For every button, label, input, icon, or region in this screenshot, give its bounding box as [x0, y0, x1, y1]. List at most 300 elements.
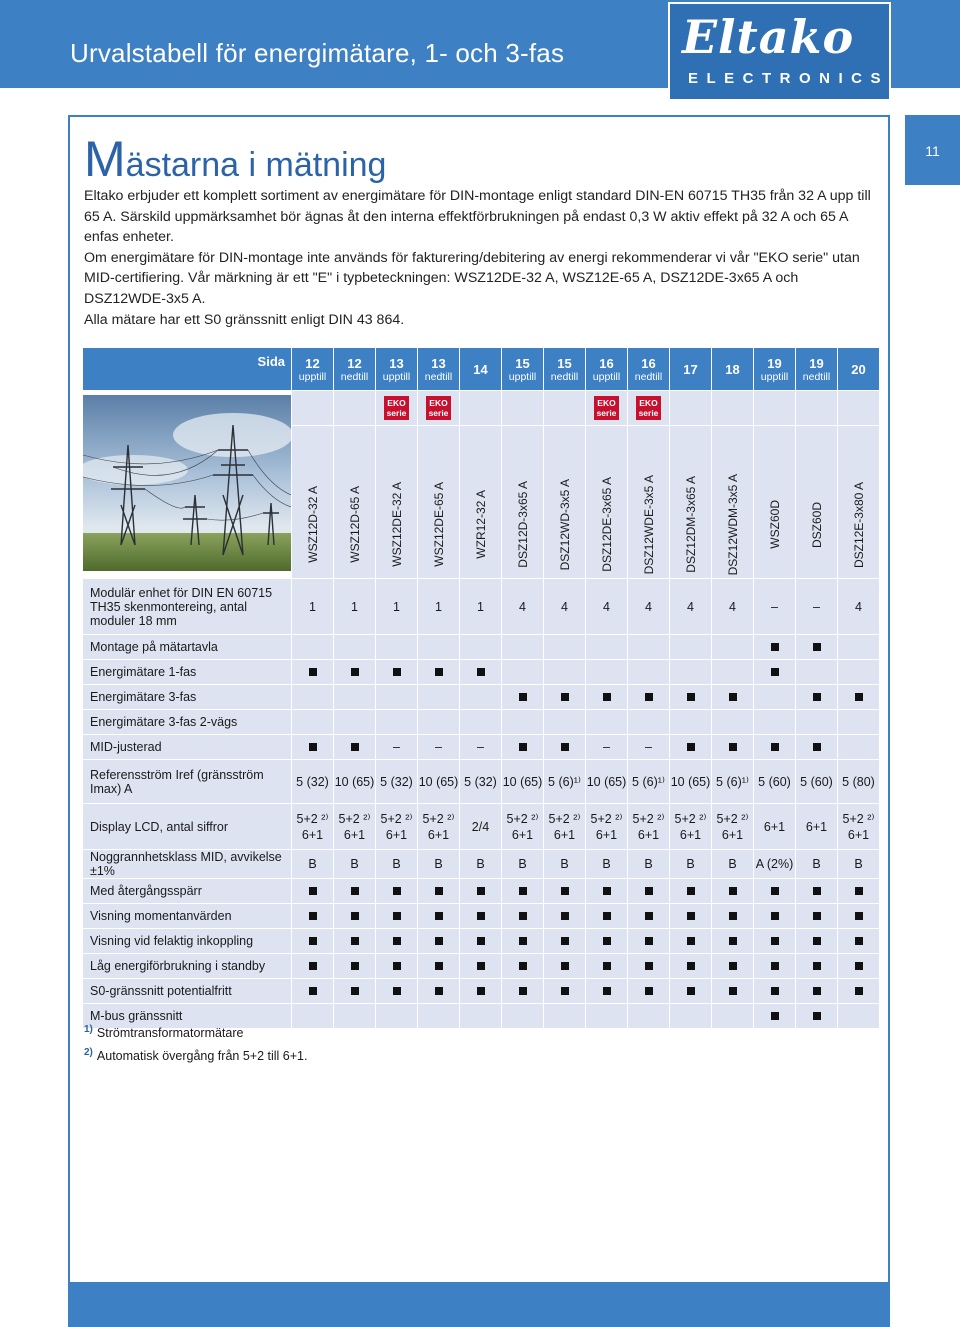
product-type-label: DSZ12WDM-3x5 A — [725, 474, 740, 576]
page-ref-header — [460, 348, 502, 391]
filled-square-icon — [603, 937, 611, 945]
value-cell — [712, 1004, 754, 1029]
filled-square-icon — [393, 912, 401, 920]
table-row — [83, 850, 880, 879]
value-cell: 1 — [292, 579, 334, 635]
value-cell: 4 — [586, 579, 628, 635]
filled-square-icon — [351, 912, 359, 920]
feature-yes-cell — [376, 929, 418, 954]
value-cell — [838, 1004, 880, 1029]
value-cell: 10 (65) — [334, 760, 376, 804]
footnotes — [84, 1020, 307, 1066]
table-row — [83, 804, 880, 850]
filled-square-icon — [603, 962, 611, 970]
feature-yes-cell — [376, 979, 418, 1004]
value-cell: 6+1 — [796, 804, 838, 850]
filled-square-icon — [813, 887, 821, 895]
feature-yes-cell — [586, 685, 628, 710]
value-cell: 5 (80) — [838, 760, 880, 804]
product-type-label: DSZ12D-3x65 A — [515, 481, 530, 569]
feature-yes-cell — [502, 929, 544, 954]
feature-yes-cell — [460, 660, 502, 685]
filled-square-icon — [645, 693, 653, 701]
filled-square-icon — [813, 693, 821, 701]
filled-square-icon — [519, 887, 527, 895]
page-ref-header — [712, 348, 754, 391]
feature-yes-cell — [796, 735, 838, 760]
filled-square-icon — [729, 693, 737, 701]
value-cell: 5 (32) — [292, 760, 334, 804]
value-cell: – — [418, 735, 460, 760]
filled-square-icon — [351, 962, 359, 970]
value-cell: 5 (6)¹⁾ — [544, 760, 586, 804]
type-header — [418, 426, 460, 579]
filled-square-icon — [309, 962, 317, 970]
type-header — [586, 426, 628, 579]
feature-yes-cell — [796, 1004, 838, 1029]
feature-yes-cell — [292, 904, 334, 929]
value-cell — [628, 635, 670, 660]
type-header — [544, 426, 586, 579]
sida-label: Sida — [83, 348, 292, 391]
value-cell — [712, 710, 754, 735]
filled-square-icon — [477, 887, 485, 895]
power-lines-image — [83, 395, 291, 571]
eko-series-badge: EKO serie — [636, 396, 662, 420]
feature-yes-cell — [754, 660, 796, 685]
feature-yes-cell — [334, 660, 376, 685]
table-row — [83, 929, 880, 954]
value-cell: 2/4 — [460, 804, 502, 850]
row-label: Noggrannhetsklass MID, avvikelse ±1% — [83, 850, 292, 879]
value-cell: 5 (6)¹⁾ — [628, 760, 670, 804]
row-label: Visning momentanvärden — [83, 904, 292, 929]
value-cell — [628, 710, 670, 735]
value-cell — [628, 1004, 670, 1029]
filled-square-icon — [561, 693, 569, 701]
filled-square-icon — [813, 1012, 821, 1020]
filled-square-icon — [309, 912, 317, 920]
value-cell: B — [376, 850, 418, 879]
filled-square-icon — [771, 887, 779, 895]
feature-yes-cell — [838, 904, 880, 929]
feature-yes-cell — [586, 929, 628, 954]
eko-cell — [586, 391, 628, 426]
filled-square-icon — [477, 937, 485, 945]
feature-yes-cell — [670, 929, 712, 954]
value-cell: 5+2 ²⁾ 6+1 — [628, 804, 670, 850]
filled-square-icon — [813, 743, 821, 751]
product-type-label: WSZ60D — [767, 500, 782, 550]
page-ref-number: 12 — [305, 355, 320, 371]
filled-square-icon — [729, 743, 737, 751]
eko-cell — [628, 391, 670, 426]
filled-square-icon — [435, 912, 443, 920]
filled-square-icon — [393, 668, 401, 676]
filled-square-icon — [645, 962, 653, 970]
feature-yes-cell — [838, 954, 880, 979]
value-cell — [670, 660, 712, 685]
page-ref-header — [754, 348, 796, 391]
filled-square-icon — [603, 987, 611, 995]
feature-yes-cell — [586, 979, 628, 1004]
page-tab — [905, 115, 960, 185]
feature-yes-cell — [544, 904, 586, 929]
value-cell: – — [376, 735, 418, 760]
value-cell — [334, 710, 376, 735]
feature-yes-cell — [544, 979, 586, 1004]
filled-square-icon — [519, 743, 527, 751]
feature-yes-cell — [460, 979, 502, 1004]
page-ref-number: 18 — [725, 361, 740, 377]
type-header — [628, 426, 670, 579]
page-ref-position: upptill — [298, 370, 327, 383]
value-cell — [586, 660, 628, 685]
type-header — [712, 426, 754, 579]
value-cell — [712, 660, 754, 685]
filled-square-icon — [813, 643, 821, 651]
filled-square-icon — [687, 743, 695, 751]
value-cell: 5+2 ²⁾ 6+1 — [418, 804, 460, 850]
value-cell — [502, 710, 544, 735]
page-ref-number: 16 — [641, 355, 656, 371]
filled-square-icon — [351, 668, 359, 676]
product-type-label: DSZ12DM-3x65 A — [683, 476, 698, 574]
feature-yes-cell — [460, 879, 502, 904]
feature-yes-cell — [670, 735, 712, 760]
filled-square-icon — [729, 912, 737, 920]
eko-cell — [712, 391, 754, 426]
value-cell — [418, 685, 460, 710]
value-cell — [418, 635, 460, 660]
filled-square-icon — [729, 887, 737, 895]
filled-square-icon — [309, 887, 317, 895]
value-cell: 1 — [418, 579, 460, 635]
feature-yes-cell — [670, 904, 712, 929]
feature-yes-cell — [502, 954, 544, 979]
value-cell — [628, 660, 670, 685]
intro-paragraph: Om energimätare för DIN-montage inte används för fakturering/debitering av energi rekommenderar vi vår "EKO serie" utan MID-certifiering. Vår märkning är ett "E" i typbeteckningen: WSZ12DE-32 A, WSZ12E-65 A, DSZ12DE-3x65 A och DSZ12WDE-3x5 A. — [84, 249, 860, 307]
filled-square-icon — [729, 937, 737, 945]
filled-square-icon — [771, 643, 779, 651]
footnote-2 — [84, 1043, 307, 1066]
feature-yes-cell — [838, 929, 880, 954]
value-cell — [418, 1004, 460, 1029]
filled-square-icon — [645, 912, 653, 920]
table-row — [83, 904, 880, 929]
row-label: Referensström Iref (gränsström Imax) A — [83, 760, 292, 804]
page-ref-header — [502, 348, 544, 391]
feature-yes-cell — [712, 979, 754, 1004]
feature-yes-cell — [670, 685, 712, 710]
value-cell: – — [754, 579, 796, 635]
filled-square-icon — [519, 912, 527, 920]
feature-yes-cell — [628, 904, 670, 929]
value-cell: 10 (65) — [670, 760, 712, 804]
value-cell — [754, 685, 796, 710]
product-type-label: DSZ12E-3x80 A — [851, 481, 866, 568]
value-cell: 4 — [670, 579, 712, 635]
value-cell: 5 (60) — [754, 760, 796, 804]
value-cell: 5+2 ²⁾ 6+1 — [586, 804, 628, 850]
feature-yes-cell — [754, 1004, 796, 1029]
feature-yes-cell — [712, 685, 754, 710]
value-cell: B — [292, 850, 334, 879]
filled-square-icon — [813, 962, 821, 970]
page-ref-header — [628, 348, 670, 391]
feature-yes-cell — [334, 735, 376, 760]
table-row — [83, 954, 880, 979]
row-label: Energimätare 1-fas — [83, 660, 292, 685]
filled-square-icon — [813, 987, 821, 995]
row-label: S0-gränssnitt potentialfritt — [83, 979, 292, 1004]
feature-yes-cell — [796, 635, 838, 660]
page-ref-position: nedtill — [550, 370, 579, 383]
filled-square-icon — [771, 912, 779, 920]
value-cell — [838, 735, 880, 760]
feature-yes-cell — [754, 929, 796, 954]
feature-yes-cell — [544, 954, 586, 979]
feature-yes-cell — [292, 735, 334, 760]
value-cell — [670, 710, 712, 735]
filled-square-icon — [561, 987, 569, 995]
value-cell — [586, 1004, 628, 1029]
value-cell — [292, 635, 334, 660]
eko-cell — [754, 391, 796, 426]
value-cell — [838, 635, 880, 660]
value-cell: 5+2 ²⁾ 6+1 — [292, 804, 334, 850]
feature-yes-cell — [628, 929, 670, 954]
feature-yes-cell — [460, 929, 502, 954]
row-label: Låg energiförbrukning i standby — [83, 954, 292, 979]
bottom-bar — [70, 1282, 888, 1327]
feature-yes-cell — [544, 929, 586, 954]
value-cell — [544, 660, 586, 685]
filled-square-icon — [519, 962, 527, 970]
feature-yes-cell — [418, 929, 460, 954]
intro-paragraph: Alla mätare har ett S0 gränssnitt enligt DIN 43 864. — [84, 311, 405, 328]
filled-square-icon — [477, 987, 485, 995]
filled-square-icon — [309, 987, 317, 995]
value-cell: – — [628, 735, 670, 760]
value-cell: B — [586, 850, 628, 879]
feature-yes-cell — [502, 904, 544, 929]
value-cell: – — [460, 735, 502, 760]
page-ref-number: 13 — [389, 355, 404, 371]
value-cell — [838, 710, 880, 735]
page-number: 11 — [925, 143, 940, 159]
feature-yes-cell — [502, 979, 544, 1004]
feature-yes-cell — [628, 954, 670, 979]
page-ref-header — [376, 348, 418, 391]
feature-yes-cell — [418, 979, 460, 1004]
feature-yes-cell — [586, 879, 628, 904]
feature-yes-cell — [460, 954, 502, 979]
product-type-label: WZR12-32 A — [473, 490, 488, 560]
feature-yes-cell — [502, 879, 544, 904]
page-ref-number: 20 — [851, 361, 866, 377]
value-cell: 4 — [502, 579, 544, 635]
filled-square-icon — [855, 887, 863, 895]
eko-cell — [376, 391, 418, 426]
selection-table — [82, 347, 880, 1029]
eko-cell — [670, 391, 712, 426]
value-cell: B — [460, 850, 502, 879]
table-row — [83, 660, 880, 685]
table-row — [83, 710, 880, 735]
value-cell — [334, 1004, 376, 1029]
filled-square-icon — [309, 937, 317, 945]
page-ref-header — [796, 348, 838, 391]
filled-square-icon — [603, 912, 611, 920]
type-header — [754, 426, 796, 579]
type-header — [796, 426, 838, 579]
row-label: Energimätare 3-fas — [83, 685, 292, 710]
page-ref-position: upptill — [382, 370, 411, 383]
eltako-logo — [668, 2, 891, 101]
page-ref-position: nedtill — [424, 370, 453, 383]
feature-yes-cell — [628, 879, 670, 904]
feature-yes-cell — [460, 904, 502, 929]
feature-yes-cell — [334, 979, 376, 1004]
page-ref-number: 14 — [473, 361, 488, 377]
filled-square-icon — [603, 693, 611, 701]
type-header — [670, 426, 712, 579]
feature-yes-cell — [754, 954, 796, 979]
feature-yes-cell — [670, 954, 712, 979]
type-header — [292, 426, 334, 579]
value-cell — [838, 660, 880, 685]
value-cell — [502, 1004, 544, 1029]
page-ref-header — [418, 348, 460, 391]
feature-yes-cell — [292, 954, 334, 979]
type-header — [838, 426, 880, 579]
row-label: Modulär enhet för DIN EN 60715 TH35 skenmontereing, antal moduler 18 mm — [83, 579, 292, 635]
page-ref-number: 15 — [515, 355, 530, 371]
value-cell: 4 — [838, 579, 880, 635]
row-label: Med återgångsspärr — [83, 879, 292, 904]
section-heading: Mästarna i mätning — [84, 131, 387, 187]
value-cell: B — [418, 850, 460, 879]
product-type-label: DSZ60D — [809, 501, 824, 548]
eko-cell — [418, 391, 460, 426]
value-cell — [376, 1004, 418, 1029]
page-ref-header — [334, 348, 376, 391]
filled-square-icon — [351, 743, 359, 751]
feature-yes-cell — [586, 954, 628, 979]
feature-yes-cell — [418, 660, 460, 685]
product-type-label: WSZ12D-65 A — [347, 486, 362, 564]
page-ref-position: upptill — [592, 370, 621, 383]
value-cell — [544, 710, 586, 735]
feature-yes-cell — [334, 929, 376, 954]
table-row — [83, 879, 880, 904]
value-cell — [334, 685, 376, 710]
value-cell — [460, 1004, 502, 1029]
filled-square-icon — [687, 937, 695, 945]
feature-yes-cell — [712, 904, 754, 929]
filled-square-icon — [729, 962, 737, 970]
feature-yes-cell — [292, 879, 334, 904]
page-ref-position: upptill — [508, 370, 537, 383]
value-cell: 5+2 ²⁾ 6+1 — [376, 804, 418, 850]
feature-yes-cell — [712, 929, 754, 954]
filled-square-icon — [687, 912, 695, 920]
eko-cell — [334, 391, 376, 426]
filled-square-icon — [561, 912, 569, 920]
value-cell — [376, 685, 418, 710]
feature-yes-cell — [376, 954, 418, 979]
filled-square-icon — [393, 937, 401, 945]
feature-yes-cell — [418, 954, 460, 979]
type-header — [334, 426, 376, 579]
filled-square-icon — [435, 962, 443, 970]
page-ref-number: 19 — [809, 355, 824, 371]
value-cell — [712, 635, 754, 660]
value-cell: A (2%) — [754, 850, 796, 879]
table-row — [83, 685, 880, 710]
feature-yes-cell — [796, 979, 838, 1004]
filled-square-icon — [435, 887, 443, 895]
filled-square-icon — [351, 937, 359, 945]
filled-square-icon — [309, 668, 317, 676]
feature-yes-cell — [754, 879, 796, 904]
intro-text — [84, 186, 874, 330]
value-cell: 4 — [628, 579, 670, 635]
feature-yes-cell — [418, 879, 460, 904]
feature-yes-cell — [544, 685, 586, 710]
filled-square-icon — [309, 743, 317, 751]
filled-square-icon — [687, 693, 695, 701]
feature-yes-cell — [754, 635, 796, 660]
footnote-mark: 1) — [84, 1024, 93, 1035]
table-row — [83, 635, 880, 660]
filled-square-icon — [729, 987, 737, 995]
value-cell: B — [838, 850, 880, 879]
value-cell: 5+2 ²⁾ 6+1 — [670, 804, 712, 850]
product-type-label: DSZ12WDE-3x5 A — [641, 474, 656, 575]
value-cell: B — [502, 850, 544, 879]
value-cell: 10 (65) — [502, 760, 544, 804]
page-ref-position: upptill — [760, 370, 789, 383]
value-cell — [586, 710, 628, 735]
page-ref-position: nedtill — [634, 370, 663, 383]
eko-cell — [838, 391, 880, 426]
feature-yes-cell — [376, 660, 418, 685]
footnote-text: Strömtransformatormätare — [96, 1026, 244, 1041]
value-cell — [376, 710, 418, 735]
table-row — [83, 760, 880, 804]
filled-square-icon — [813, 937, 821, 945]
product-type-label: WSZ12DE-65 A — [431, 482, 446, 568]
filled-square-icon — [687, 887, 695, 895]
feature-yes-cell — [292, 660, 334, 685]
value-cell: 1 — [334, 579, 376, 635]
filled-square-icon — [519, 937, 527, 945]
row-label: M-bus gränssnitt — [83, 1004, 292, 1029]
value-cell: 10 (65) — [418, 760, 460, 804]
feature-yes-cell — [754, 735, 796, 760]
feature-yes-cell — [796, 685, 838, 710]
type-header — [376, 426, 418, 579]
filled-square-icon — [351, 987, 359, 995]
logo-name: Eltako — [682, 10, 855, 64]
eko-cell — [292, 391, 334, 426]
filled-square-icon — [435, 937, 443, 945]
page-title: Urvalstabell för energimätare, 1- och 3-fas — [70, 38, 565, 68]
row-label: Montage på mätartavla — [83, 635, 292, 660]
page-ref-number: 12 — [347, 355, 362, 371]
